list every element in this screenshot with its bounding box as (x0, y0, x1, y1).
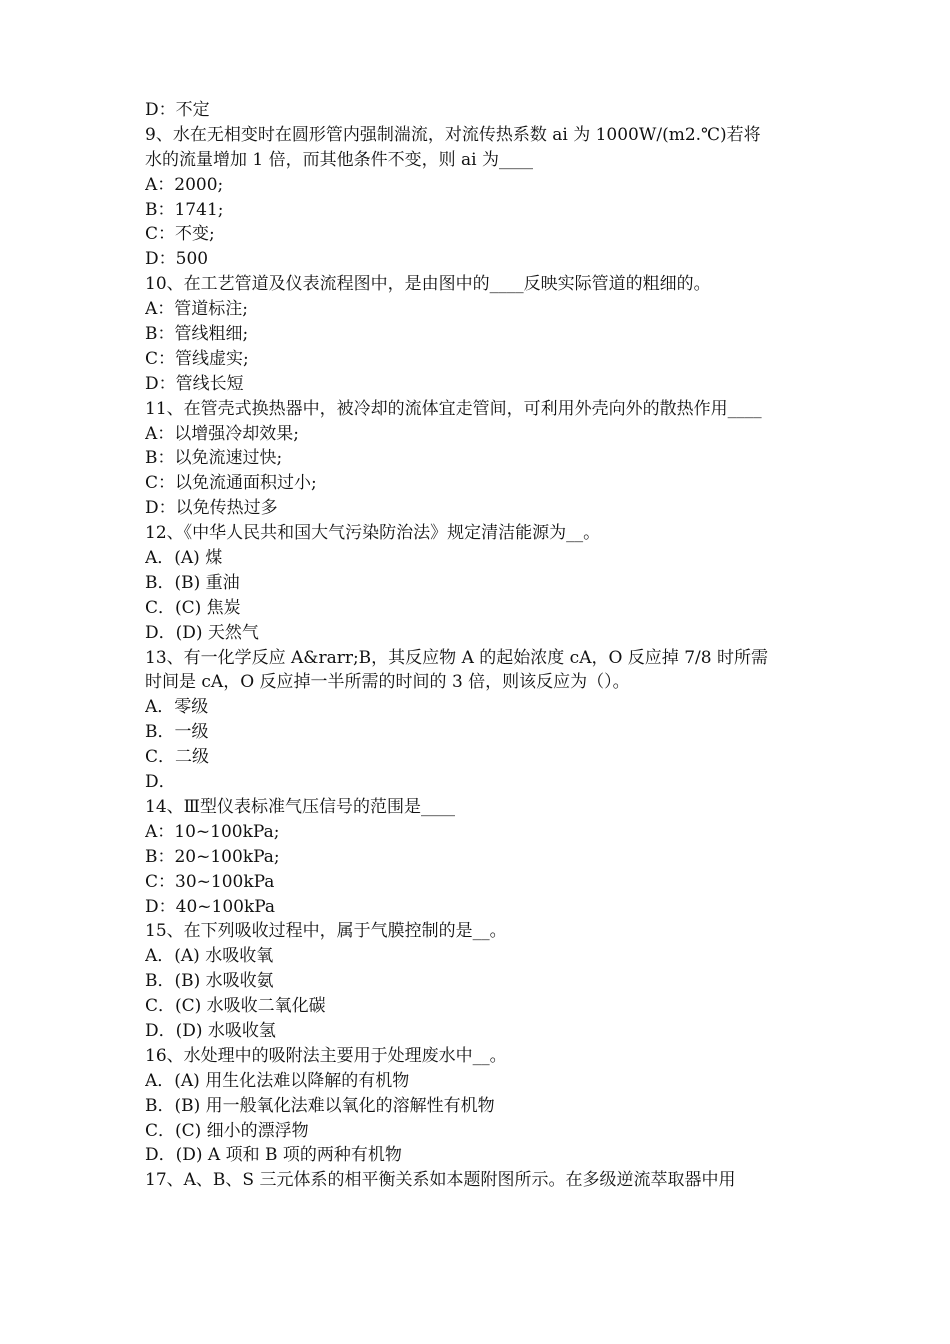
option-line: D．(D) A 项和 B 项的两种有机物 (145, 1145, 402, 1166)
question-line: 15、在下列吸收过程中，属于气膜控制的是__。 (145, 921, 507, 942)
question-line: 时间是 cA，O 反应掉一半所需的时间的 3 倍，则该反应为（）。 (145, 672, 630, 693)
option-line: C：不变; (145, 224, 215, 245)
question-line: 10、在工艺管道及仪表流程图中，是由图中的____反映实际管道的粗细的。 (145, 274, 711, 295)
question-line: 9、水在无相变时在圆形管内强制湍流，对流传热系数 ai 为 1000W/(m2.℃)若将 (145, 124, 761, 145)
question-line: 17、A、B、S 三元体系的相平衡关系如本题附图所示。在多级逆流萃取器中用 (145, 1170, 736, 1191)
option-line: B：以免流速过快; (145, 448, 283, 469)
option-line: B：管线粗细; (145, 324, 249, 345)
option-line: C．(C) 焦炭 (145, 597, 241, 618)
option-line: A．零级 (145, 697, 209, 718)
option-line: C：管线虚实; (145, 348, 249, 369)
option-line: D：40~100kPa (145, 896, 276, 917)
question-line: 11、在管壳式换热器中，被冷却的流体宜走管间，可利用外壳向外的散热作用____ (145, 398, 762, 419)
option-line: B．(B) 用一般氧化法难以氧化的溶解性有机物 (145, 1095, 495, 1116)
option-line: B．(B) 重油 (145, 572, 240, 593)
option-line: C．(C) 细小的漂浮物 (145, 1120, 309, 1141)
option-line: B．(B) 水吸收氨 (145, 971, 274, 992)
question-line: 13、有一化学反应 A&rarr;B，其反应物 A 的起始浓度 cA，O 反应掉 7/8 时所需 (145, 647, 768, 668)
option-line: A：管道标注; (145, 299, 249, 320)
option-line: C：30~100kPa (145, 871, 275, 892)
option-line: B：20~100kPa; (145, 846, 280, 867)
option-line: A．(A) 煤 (145, 548, 223, 569)
option-line: D：以免传热过多 (145, 498, 278, 519)
question-line: 14、Ⅲ型仪表标准气压信号的范围是____ (145, 796, 456, 817)
option-line: A．(A) 用生化法难以降解的有机物 (145, 1070, 410, 1091)
option-line: D：管线长短 (145, 373, 244, 394)
option-line: C：以免流通面积过小; (145, 473, 317, 494)
option-line: C．二级 (145, 747, 210, 768)
option-line: D：不定 (145, 100, 210, 120)
question-line: 16、水处理中的吸附法主要用于处理废水中__。 (145, 1045, 507, 1066)
option-line: B：1741; (145, 199, 224, 220)
option-line: C．(C) 水吸收二氧化碳 (145, 996, 326, 1017)
option-line: D． (145, 772, 176, 793)
option-line: A：以增强冷却效果; (145, 423, 300, 444)
option-line: D．(D) 水吸收氢 (145, 1020, 276, 1041)
option-line: A：10~100kPa; (145, 821, 280, 842)
option-line: D．(D) 天然气 (145, 622, 259, 643)
option-line: A：2000; (145, 174, 224, 195)
question-line: 水的流量增加 1 倍，而其他条件不变，则 ai 为____ (145, 149, 534, 170)
option-line: B．一级 (145, 722, 209, 743)
document-page (145, 98, 810, 1193)
option-line: A．(A) 水吸收氧 (145, 946, 274, 967)
question-line: 12、《中华人民共和国大气污染防治法》规定清洁能源为__。 (145, 523, 601, 544)
option-line: D：500 (145, 249, 209, 270)
